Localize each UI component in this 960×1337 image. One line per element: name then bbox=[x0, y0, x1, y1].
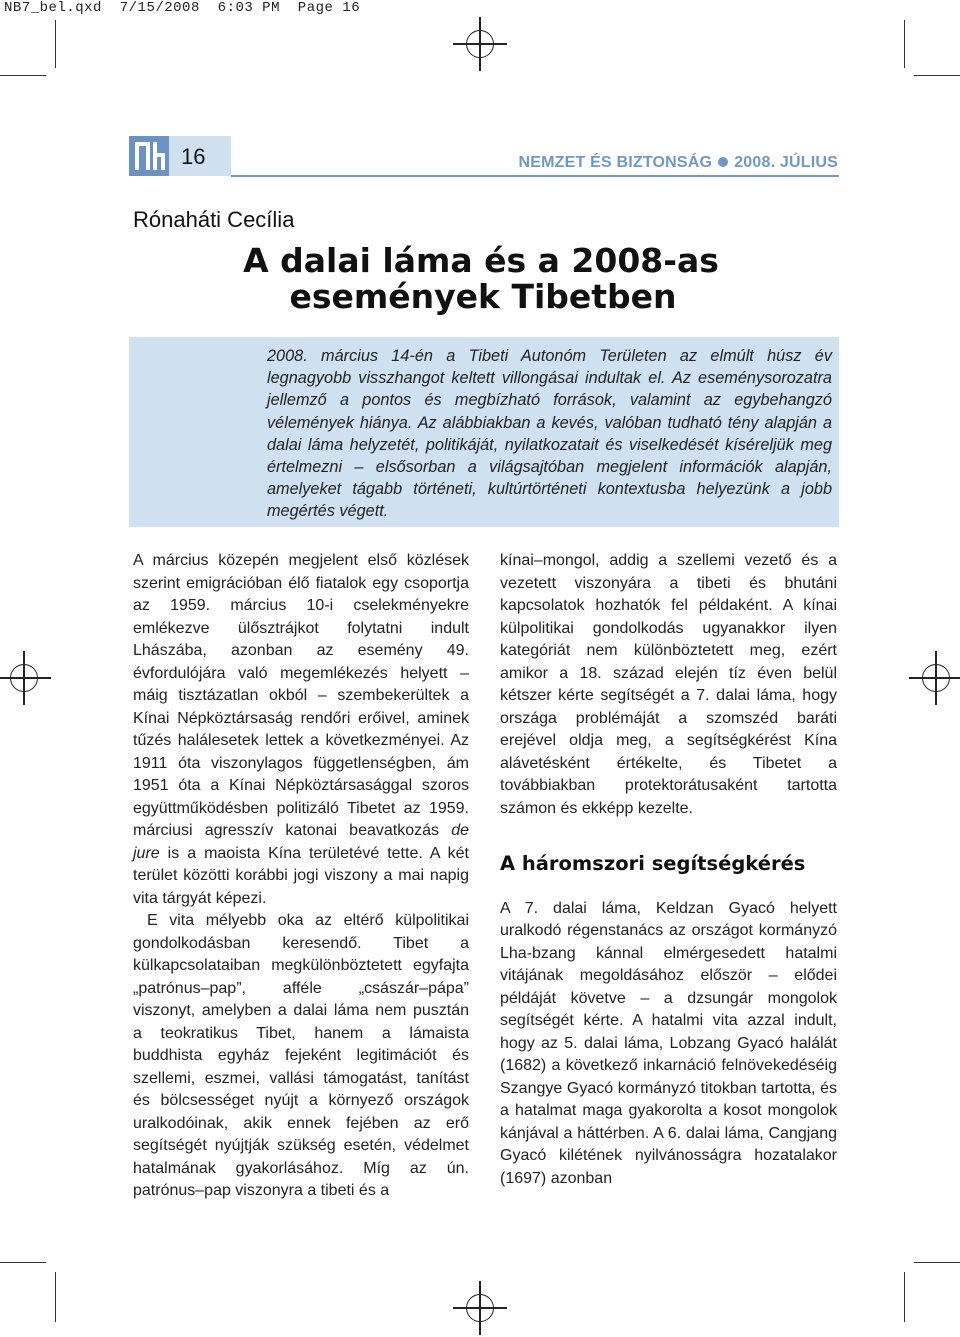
body-paragraph bbox=[133, 550, 469, 910]
registration-mark-icon bbox=[466, 30, 494, 58]
crop-mark bbox=[55, 20, 56, 68]
bullet-icon bbox=[718, 157, 728, 167]
crop-mark bbox=[914, 1262, 960, 1263]
slug-file: NB7_bel.qxd bbox=[4, 0, 102, 16]
body-column-right bbox=[500, 550, 837, 1190]
registration-mark-icon bbox=[10, 664, 38, 692]
title-line: A dalai láma és a 2008-as bbox=[243, 241, 719, 280]
crop-mark bbox=[904, 1272, 905, 1322]
print-slug bbox=[4, 0, 360, 16]
crop-mark bbox=[55, 1272, 56, 1322]
slug-time: 6:03 PM bbox=[217, 0, 280, 16]
section-heading: A háromszori segítségkérés bbox=[500, 852, 806, 875]
journal-name: NEMZET ÉS BIZTONSÁG bbox=[518, 154, 713, 171]
lead-paragraph: 2008. március 14-én a Tibeti Autonóm Területen az elmúlt húsz év legnagyobb visszhangot keltett villongásai indultak el. Az eseménysorozatra jellemző a pontos és megbízható források, valamint az egybehangzó vélemények hiánya. Az alábbiakban a kevés, valóban tudható tény alapján a dalai láma helyzetét, politikáját, nyilatkozatait és viselkedését kíséreljük meg értelmezni – elsősorban a világsajtóban megjelent információk alapján, amelyeket tágabb történeti, kultúrtörténeti kontextusba helyezünk a jobb megértés végett. bbox=[267, 347, 832, 521]
body-paragraph: E vita mélyebb oka az eltérő külpolitikai gondolkodásban keresendő. Tibet a külkapcsolataiban megkülönböztetett egyfajta „patrónus–pap”, afféle „császár–pápa” viszonyt, amelyben a dalai láma nem pusztán a teokratikus Tibet, hanem a lámaista buddhista egyház fejeként legitimációt és szellemi, eszmei, vallási támogatást, tanítást és bölcsességet nyújt a környező országok uralkodóinak, akik ennek fejében az erő segítségét nyújtják szükség esetén, védelmet hatalmának gyakorlásához. Míg az ún. patrónus–pap viszonyra a tibeti és a bbox=[133, 912, 469, 1199]
author-name: Rónaháti Cecília bbox=[133, 207, 295, 232]
body-paragraph: kínai–mongol, addig a szellemi vezető és a vezetett viszonyára a tibeti és bhutáni kapcsolatok hozhatók fel példaként. A kínai külpolitikai gondolkodás ugyanakkor ilyen kategóriát nem különböztetett meg, ezért amikor a 18. század elején tíz éven belül kétszer kérte segítségét a 7. dalai láma, hogy országa problémáját a szomszéd baráti erejével oldja meg, a segítségkérést Kína alávetésként értékelte, és Tibetet a továbbiakban protektorátusaként tartotta számon és ekképp kezelte. bbox=[500, 552, 837, 817]
journal-logo-icon bbox=[129, 136, 169, 176]
crop-mark bbox=[0, 1262, 46, 1263]
crop-mark bbox=[914, 75, 960, 76]
body-column-left bbox=[133, 550, 469, 1203]
body-emphasis: de jure bbox=[133, 822, 469, 862]
crop-mark bbox=[904, 20, 905, 68]
article-title bbox=[0, 243, 960, 315]
registration-mark-icon bbox=[922, 664, 950, 692]
title-line: események Tibetben bbox=[289, 277, 677, 316]
body-text: A március közepén megjelent első közlések szerint emigrációban élő fiatalok egy csoportja az 1959. március 10-i cselekményekre emlékezve ülősztrájkot folytatni indult Lhászába, azonban az esemény 49. évfordulójára való megemlékezés helyett – máig tisztázatlan okból – szembekerültek a Kínai Népköztársaság rendőri erőivel, aminek tűzés halálesetek lettek a következményei. Az 1911 óta viszonylagos függetlenségben, ám 1951 óta a Kínai Népköztársasággal szoros együttműködésben politizáló Tibetet az 1959. márciusi agresszív katonai beavatkozás bbox=[133, 552, 469, 839]
slug-date: 7/15/2008 bbox=[119, 0, 200, 16]
body-text: is a maoista Kína területévé tette. A két terület közötti korábbi jogi viszony a mai napig vita tárgyát képezi. bbox=[133, 844, 469, 907]
page-number: 16 bbox=[181, 144, 206, 169]
issue-date: 2008. JÚLIUS bbox=[734, 154, 838, 171]
registration-mark-icon bbox=[466, 1294, 494, 1322]
crop-mark bbox=[0, 75, 46, 76]
header-rule bbox=[231, 175, 839, 177]
slug-page: Page 16 bbox=[297, 0, 361, 16]
running-header bbox=[518, 154, 838, 172]
body-paragraph: A 7. dalai láma, Keldzan Gyacó helyett uralkodó régenstanács az országot kormányzó Lha-bzang kánnal elmérgesedett hatalmi vitájának megoldásához először – elődei példáját követve – a dzsungár mongolok segítségét kérte. A hatalmi vita azzal indult, hogy az 5. dalai láma, Lobzang Gyacó halálát (1682) a következő inkarnáció felnövekedéséig Szangye Gyacó kormányzó titokban tartotta, és a hatalmat maga gyakorolta a kosot mongolok kánjával a háttérben. A 6. dalai láma, Cangjang Gyacó kilétének nyilvánosságra hozatalakor (1697) azonban bbox=[500, 899, 837, 1187]
